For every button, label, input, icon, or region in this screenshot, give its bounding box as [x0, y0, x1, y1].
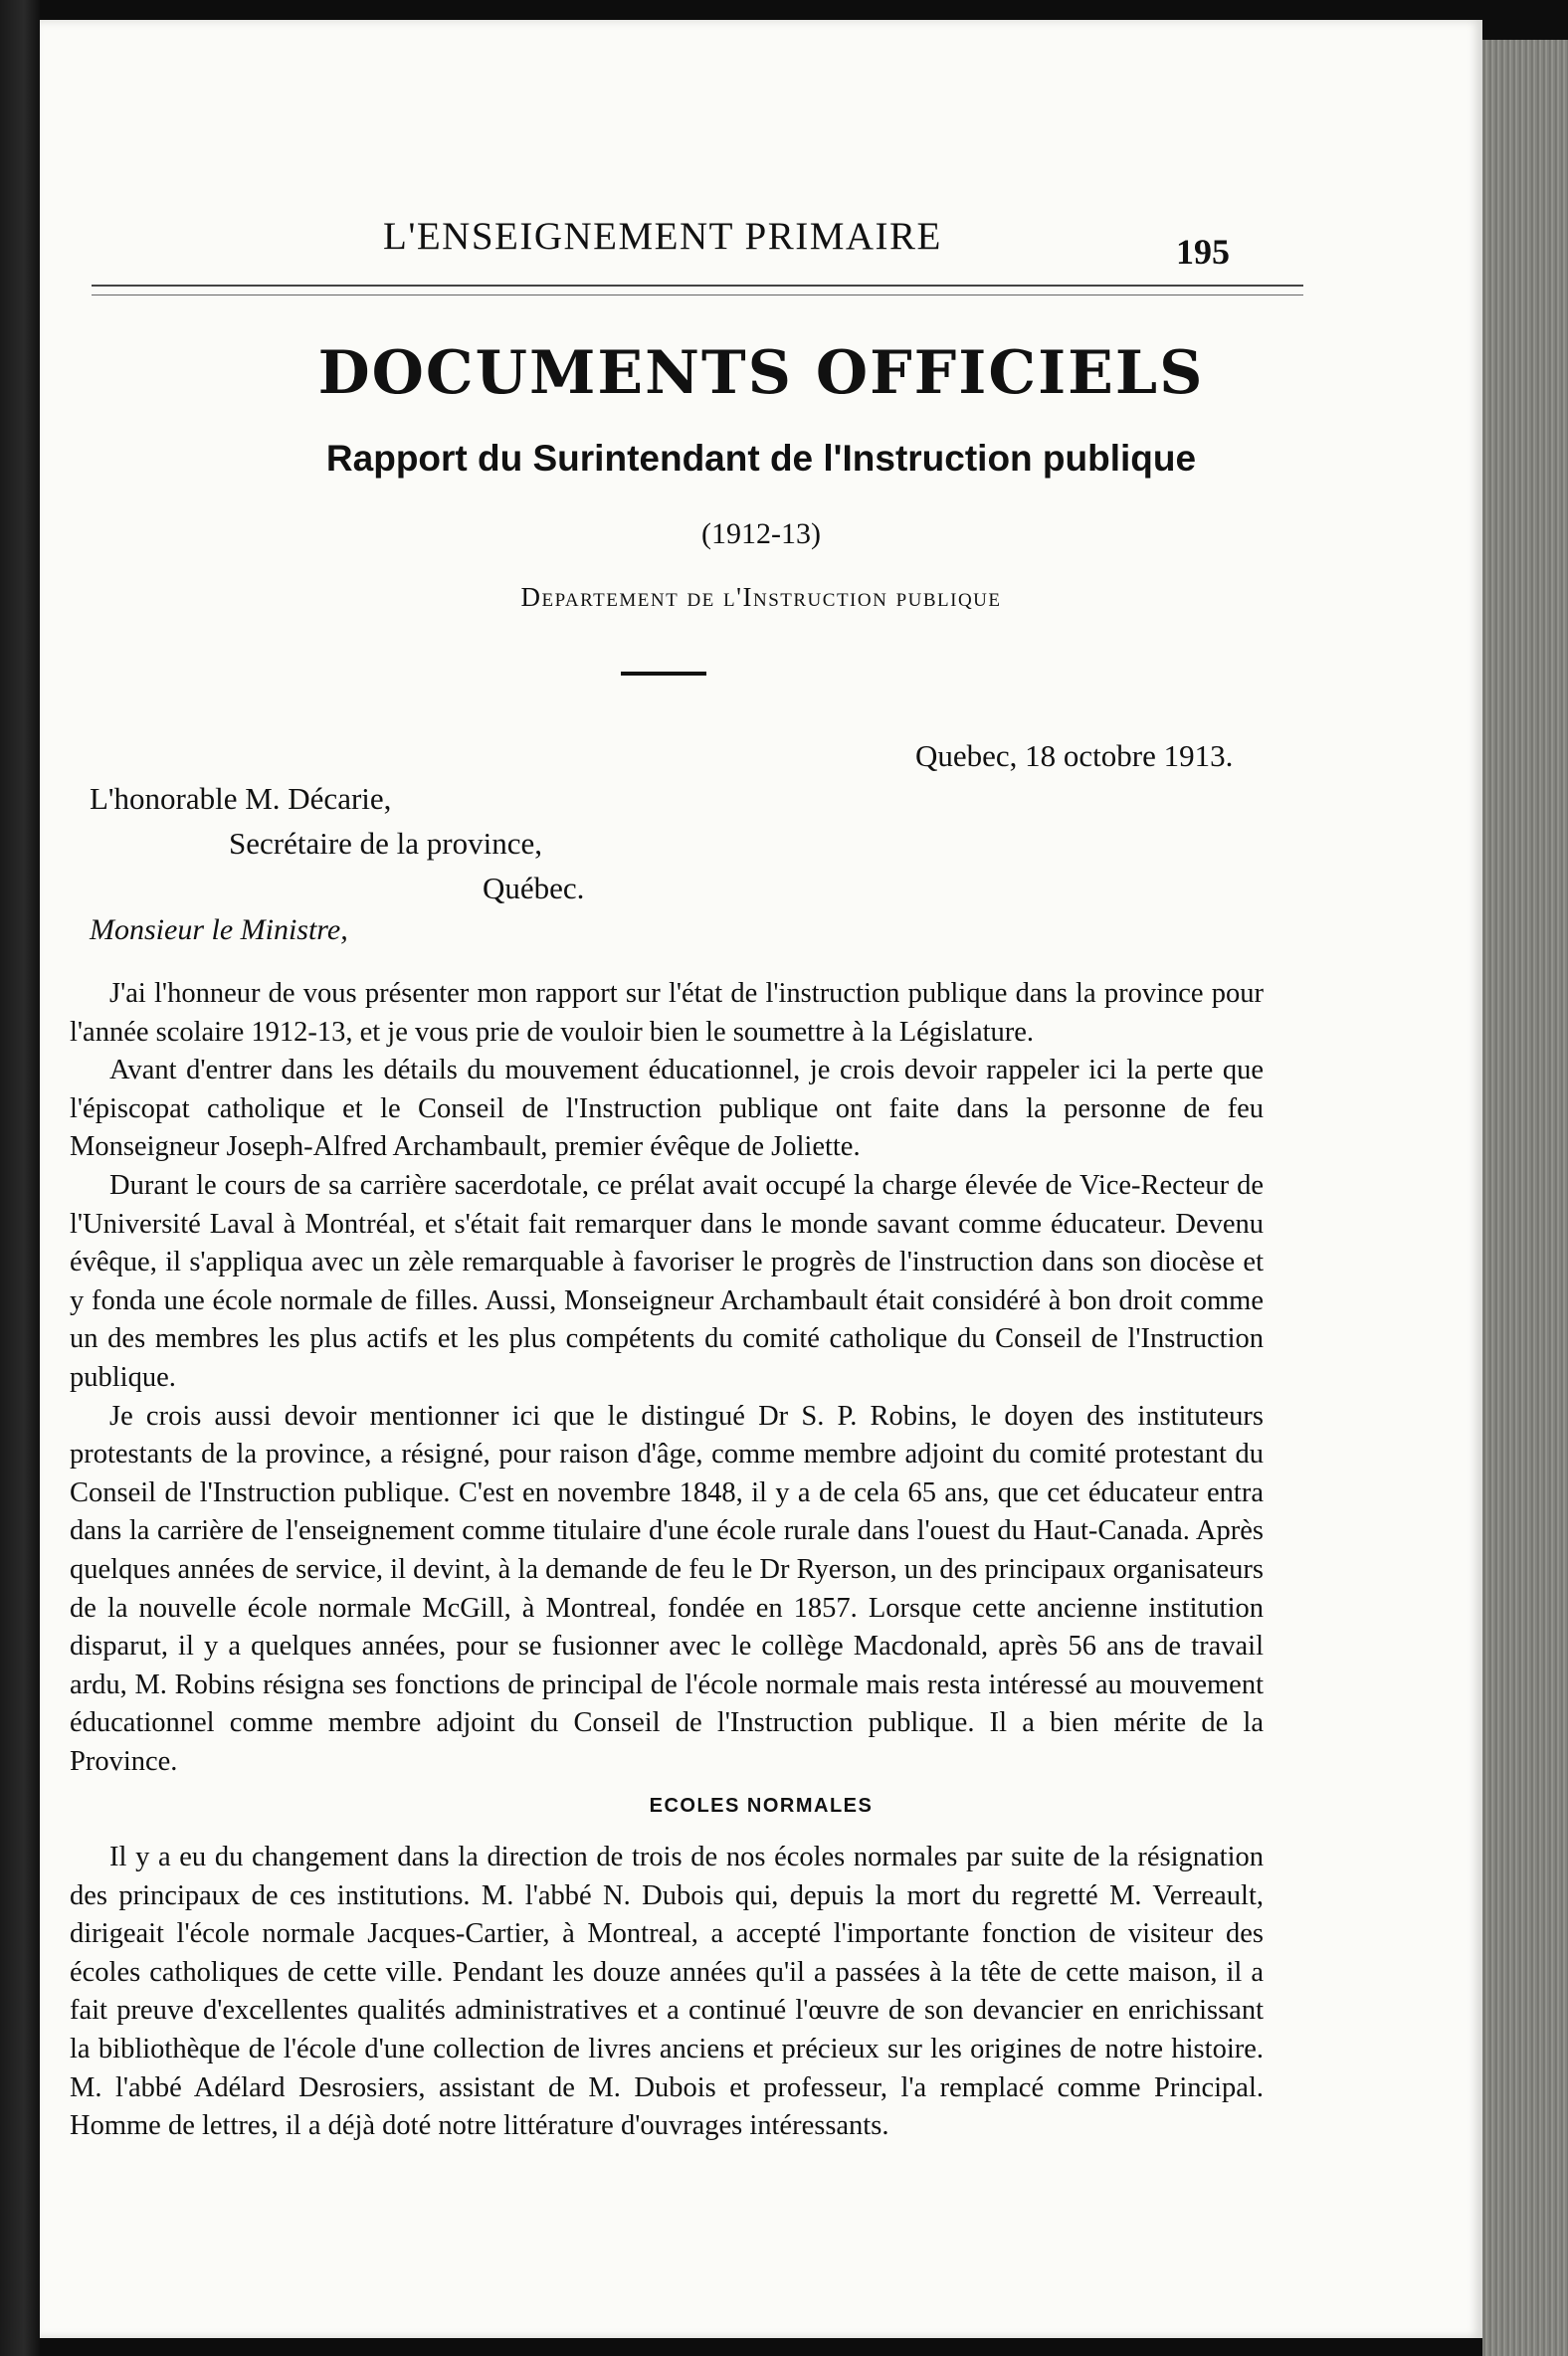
body-paragraph: Il y a eu du changement dans la direction de trois de nos écoles normales par suite de la résignation des principaux de ces institutions. M. l'abbé N. Dubois qui, depuis la mort du regretté M. Verreault, dirigeait l'école normale Jacques-Cartier, à Montreal, a accepté l'importante fonction de visiteur des écoles catholiques de cette ville. Pendant les douze années qu'il a passées à la tête de cette maison, il a fait preuve d'excellentes qualités administratives et a continué l'œuvre de son devancier en enrichissant la bibliothèque de l'école d'une collection de livres anciens et précieux sur les origines de notre histoire. M. l'abbé Adélard Desrosiers, assistant de M. Dubois et professeur, l'a remplacé comme Principal. Homme de lettres, il a déjà doté notre littérature d'ouvrages intéressants. — [70, 1842, 1264, 2142]
letter-body — [70, 975, 1264, 1781]
letter-address — [90, 776, 584, 910]
page-number: 195 — [1176, 232, 1230, 272]
address-line: Secrétaire de la province, — [229, 826, 542, 861]
running-title: L'ENSEIGNEMENT PRIMAIRE — [383, 215, 942, 258]
body-paragraph: Durant le cours de sa carrière sacerdotale, ce prélat avait occupé la charge élevée de Vice-Recteur de l'Université Laval à Montréal, et s'était fait remarquer dans le monde savant comme éducateur. Devenu évêque, il s'appliqua avec un zèle remarquable à favoriser le progrès de l'instruction dans son diocèse et y fonda une école normale de filles. Aussi, Monseigneur Archambault était considéré à bon droit comme un des membres les plus actifs et les plus compétents du comité catholique du Conseil de l'Instruction publique. — [70, 1169, 1264, 1393]
report-year: (1912-13) — [701, 517, 821, 550]
section-body — [70, 1839, 1264, 2146]
body-paragraph: Avant d'entrer dans les détails du mouvement éducationnel, je crois devoir rappeler ici la perte que l'épiscopat catholique et le Conseil de l'Instruction publique ont faite dans la personne de feu Monseigneur Joseph-Alfred Archambault, premier évêque de Joliette. — [70, 1055, 1264, 1163]
running-head — [40, 209, 1482, 272]
body-paragraph: Je crois aussi devoir mentionner ici que le distingué Dr S. P. Robins, le doyen des instituteurs protestants de la province, a résigné, pour raison d'âge, comme membre adjoint du comité protestant du Conseil de l'Instruction publique. C'est en novembre 1848, il y a de cela 65 ans, que cet éducateur entra dans la carrière de l'enseignement comme titulaire d'une école rurale dans l'ouest du Haut-Canada. Après quelques années de service, il devint, à la demande de feu le Dr Ryerson, un des principaux organisateurs de la nouvelle école normale McGill, à Montreal, fondée en 1857. Lorsque cette ancienne institution disparut, il y a quelques années, pour se fusionner avec le collège Macdonald, après 56 ans de travail ardu, M. Robins résigna ses fonctions de principal de l'école normale mais resta intéressé au mouvement éducationnel comme membre adjoint du Conseil de l'Instruction publique. Il a bien mérite de la Province. — [70, 1400, 1264, 1777]
header-rule — [92, 285, 1303, 295]
section-heading: ECOLES NORMALES — [649, 1795, 874, 1817]
report-subtitle: Rapport du Surintendant de l'Instruction publique — [325, 438, 1197, 479]
document-title: DOCUMENTS OFFICIELS — [317, 338, 1205, 408]
department-line: Departement de l'Instruction publique — [520, 582, 1002, 612]
address-line: Québec. — [483, 871, 585, 905]
book-gutter-edge — [0, 0, 40, 2356]
section-divider — [621, 672, 706, 676]
letter-date: Quebec, 18 octobre 1913. — [915, 738, 1234, 773]
page-stack-edge — [1482, 40, 1568, 2356]
body-paragraph: J'ai l'honneur de vous présenter mon rapport sur l'état de l'instruction publique dans la province pour l'année scolaire 1912-13, et je vous prie de vouloir bien le soumettre à la Législature. — [70, 978, 1264, 1048]
address-line: L'honorable M. Décarie, — [90, 781, 392, 816]
document-page — [40, 20, 1482, 2338]
letter-salutation: Monsieur le Ministre, — [90, 913, 348, 946]
